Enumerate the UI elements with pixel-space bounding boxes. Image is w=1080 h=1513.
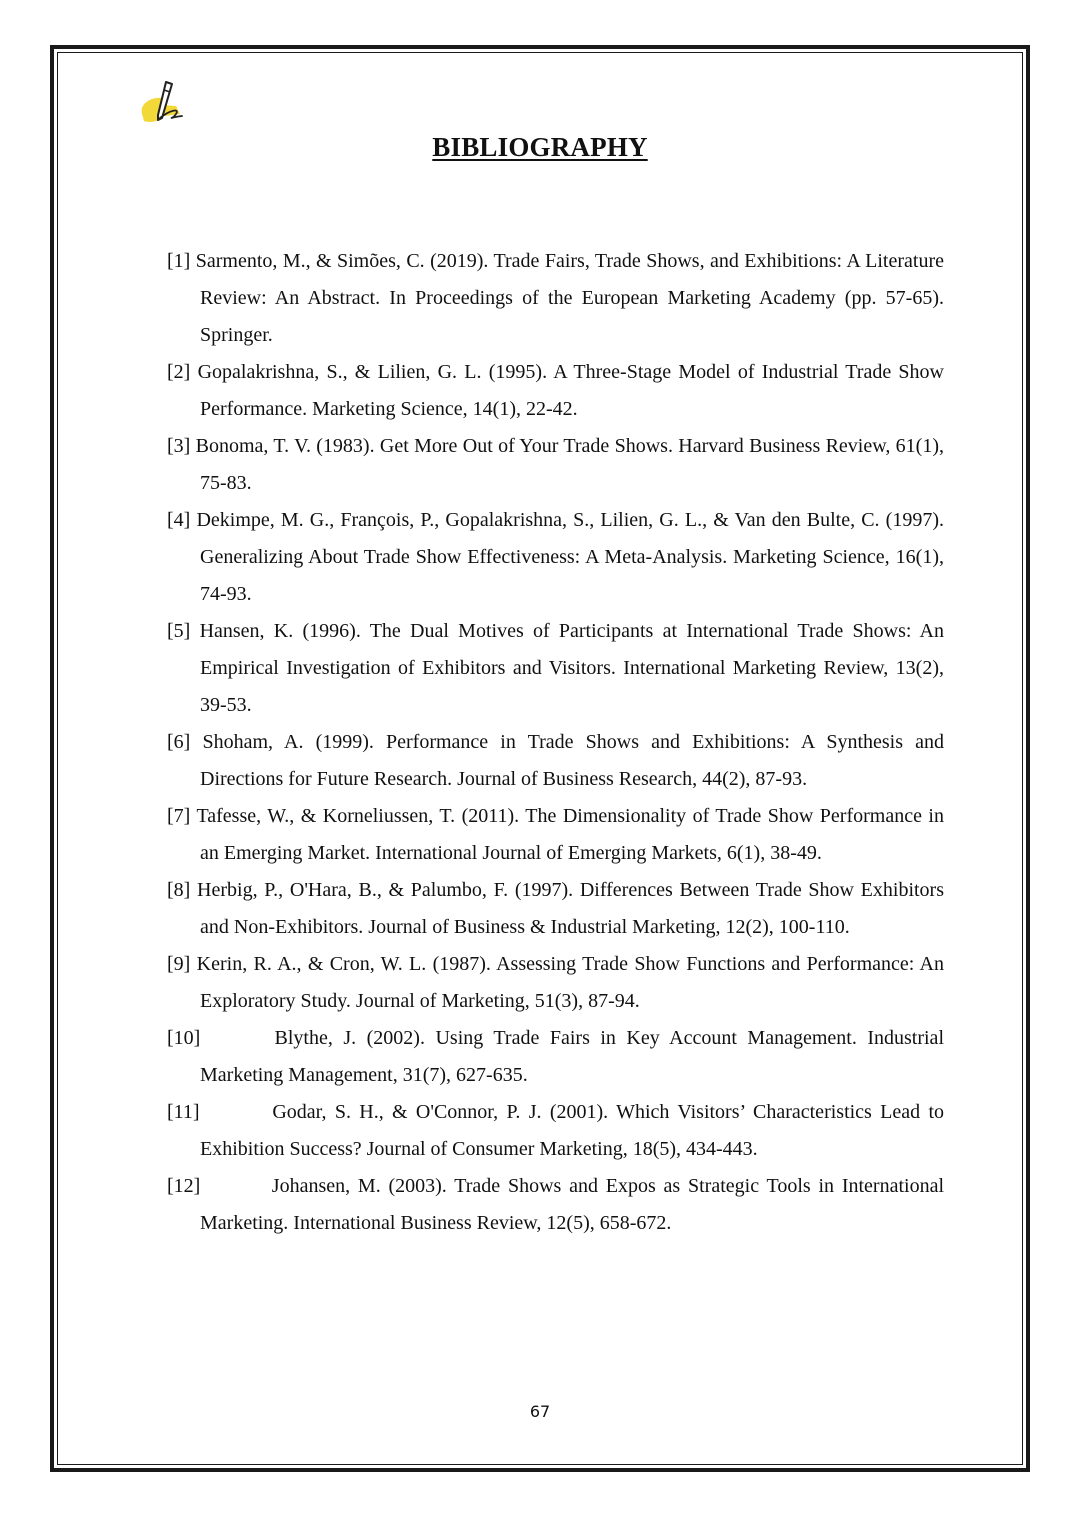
reference-text: Sarmento, M., & Simões, C. (2019). Trade Fairs, Trade Shows, and Exhibitions: A Literature Review: An Abstract. In Proceedings of the European Marketing Academy (pp. 57-65). Springer. — [195, 250, 944, 346]
reference-item — [167, 1168, 944, 1242]
reference-number: [7] — [167, 805, 191, 827]
pen-writing-icon — [136, 74, 202, 130]
reference-item — [167, 872, 944, 946]
reference-number: [2] — [167, 361, 191, 383]
reference-item — [167, 613, 944, 724]
reference-item — [167, 428, 944, 502]
reference-text: Dekimpe, M. G., François, P., Gopalakrishna, S., Lilien, G. L., & Van den Bulte, C. (1997). Generalizing About Trade Show Effectiveness: A Meta-Analysis. Marketing Science, 16(1), 74-93. — [196, 509, 944, 605]
reference-number: [10] — [167, 1027, 201, 1049]
page-number: 67 — [529, 1402, 551, 1421]
reference-text: Godar, S. H., & O'Connor, P. J. (2001). Which Visitors’ Characteristics Lead to Exhibition Success? Journal of Consumer Marketing, 18(5), 434-443. — [200, 1101, 945, 1160]
reference-number: [6] — [167, 731, 191, 753]
reference-item — [167, 354, 944, 428]
reference-item — [167, 1020, 944, 1094]
reference-list — [167, 243, 944, 1242]
reference-item — [167, 798, 944, 872]
reference-number: [5] — [167, 620, 191, 642]
reference-text: Bonoma, T. V. (1983). Get More Out of Your Trade Shows. Harvard Business Review, 61(1), 75-83. — [195, 435, 945, 494]
reference-item — [167, 502, 944, 613]
reference-text: Johansen, M. (2003). Trade Shows and Expos as Strategic Tools in International Marketing. International Business Review, 12(5), 658-672. — [200, 1175, 944, 1234]
reference-number: [11] — [167, 1101, 200, 1123]
reference-item — [167, 724, 944, 798]
reference-text: Gopalakrishna, S., & Lilien, G. L. (1995). A Three-Stage Model of Industrial Trade Show Performance. Marketing Science, 14(1), 22-42. — [197, 361, 944, 420]
reference-number: [9] — [167, 953, 191, 975]
reference-text: Kerin, R. A., & Cron, W. L. (1987). Assessing Trade Show Functions and Performance: An Exploratory Study. Journal of Marketing, 51(3), 87-94. — [196, 953, 945, 1012]
reference-item — [167, 243, 944, 354]
reference-item — [167, 1094, 944, 1168]
reference-text: Blythe, J. (2002). Using Trade Fairs in Key Account Management. Industrial Marketing Management, 31(7), 627-635. — [200, 1027, 944, 1086]
reference-number: [4] — [167, 509, 191, 531]
reference-item — [167, 946, 944, 1020]
reference-number: [12] — [167, 1175, 201, 1197]
page-title: BIBLIOGRAPHY — [432, 132, 648, 162]
reference-text: Herbig, P., O'Hara, B., & Palumbo, F. (1997). Differences Between Trade Show Exhibitors and Non-Exhibitors. Journal of Business & Industrial Marketing, 12(2), 100-110. — [197, 879, 944, 938]
reference-number: [3] — [167, 435, 191, 457]
reference-text: Tafesse, W., & Korneliussen, T. (2011). The Dimensionality of Trade Show Performance in an Emerging Market. International Journal of Emerging Markets, 6(1), 38-49. — [196, 805, 944, 864]
reference-number: [1] — [167, 250, 191, 272]
reference-text: Shoham, A. (1999). Performance in Trade Shows and Exhibitions: A Synthesis and Directions for Future Research. Journal of Business Research, 44(2), 87-93. — [200, 731, 945, 790]
reference-text: Hansen, K. (1996). The Dual Motives of Participants at International Trade Shows: An Empirical Investigation of Exhibitors and Visitors. International Marketing Review, 13(2), 39-53. — [199, 620, 944, 716]
reference-number: [8] — [167, 879, 191, 901]
